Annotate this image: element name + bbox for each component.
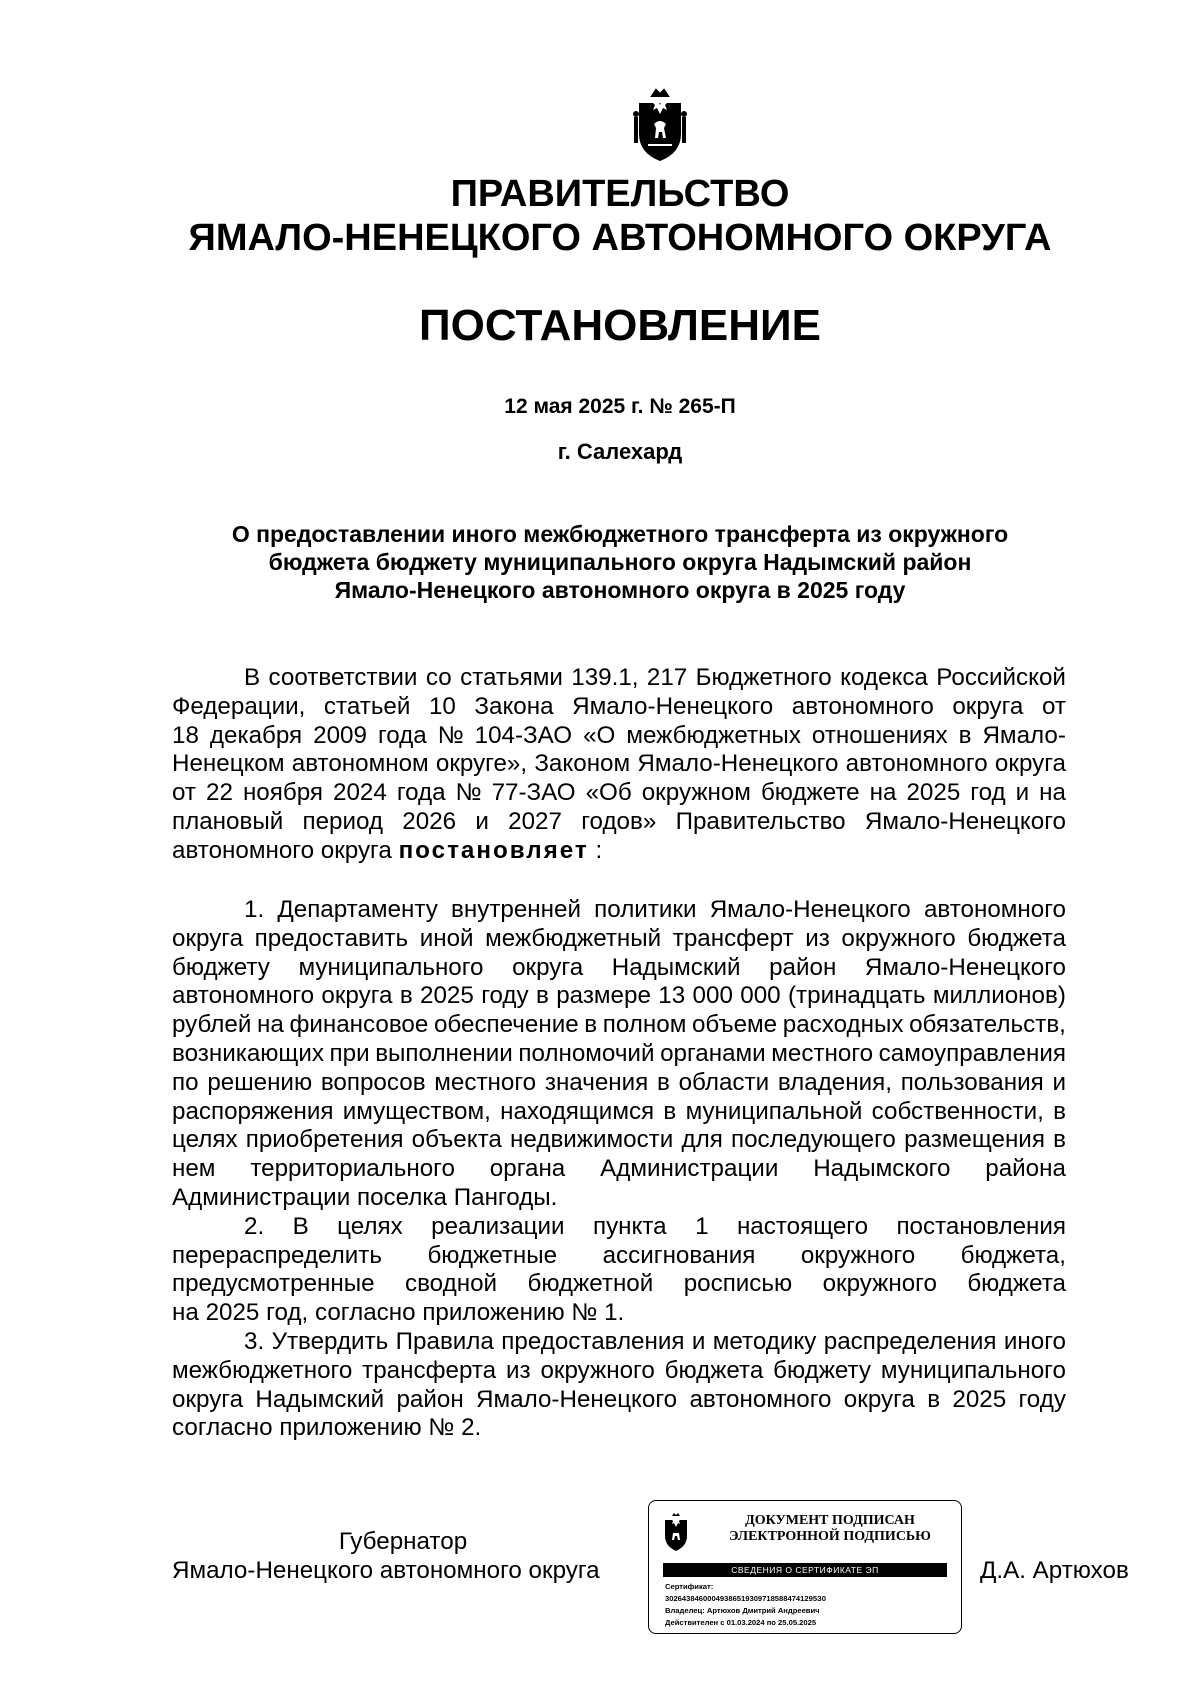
text-line (172, 1098, 1066, 1127)
word: 2027 (508, 807, 562, 835)
word: на (869, 779, 897, 807)
word: Бюджетного (695, 664, 832, 691)
signatory-position (172, 1528, 634, 1586)
text-line (172, 722, 1066, 751)
word: 1. (244, 896, 265, 923)
word: росписью (683, 1270, 793, 1298)
text-line (172, 1011, 1066, 1040)
word: ноября (242, 779, 323, 807)
word: 217 (646, 664, 688, 691)
word: согласно (314, 1299, 416, 1327)
word: года (396, 779, 446, 807)
word: размещения (904, 1126, 1045, 1154)
word: Ненецком (172, 750, 285, 778)
word: органами (660, 1039, 766, 1067)
word: бюджета (967, 924, 1066, 952)
word: годов» (581, 807, 657, 835)
word: № (428, 1414, 455, 1442)
word: Правительство (675, 807, 846, 835)
word: года (377, 721, 427, 749)
word: в (1053, 1126, 1066, 1154)
document-city: г. Салехард (557, 439, 683, 464)
word: в (535, 982, 549, 1010)
word: внутренней (451, 896, 581, 923)
word: методику (712, 1327, 817, 1355)
word: пользования (900, 1068, 1044, 1096)
word: Надымский (255, 1385, 385, 1413)
word: органа (489, 1155, 566, 1183)
decree-keyword: постановляет (398, 836, 589, 864)
word: из (505, 1356, 531, 1384)
word: бюджетной (527, 1270, 654, 1298)
word: трансферт (672, 924, 794, 952)
word: 2025 (205, 1299, 260, 1327)
word: № (571, 1299, 598, 1327)
word: миллионов) (932, 982, 1066, 1010)
word: 139.1, (571, 664, 639, 691)
word: 000 (740, 982, 781, 1010)
word: значения (544, 1068, 649, 1096)
word: местного (771, 1039, 874, 1067)
word: окружного (822, 1270, 937, 1298)
word: 2026 (402, 807, 457, 835)
word: политики (594, 896, 697, 923)
word: год (970, 779, 1006, 807)
word: нем (172, 1155, 216, 1183)
text-line (172, 1069, 1066, 1098)
word: «Об (585, 779, 632, 807)
word: район (396, 1385, 464, 1413)
word: приложению (422, 1299, 565, 1327)
word: со (425, 664, 452, 691)
word: возникающих (172, 1039, 324, 1067)
text-line (172, 693, 1066, 722)
word: № (455, 779, 482, 807)
word: 3. (244, 1327, 265, 1355)
word: обеспечение (433, 1011, 579, 1039)
coat-of-arms-icon (661, 1511, 691, 1555)
word: 22 (206, 779, 233, 807)
word: 2024 (333, 779, 387, 807)
signatory-title: Губернатор (338, 1528, 468, 1555)
word: реализации (431, 1212, 565, 1240)
word: объеме (691, 1011, 778, 1039)
word: году (1018, 1385, 1066, 1413)
word: для (681, 1126, 723, 1154)
word: муниципального (880, 1356, 1066, 1384)
word: обязательств, (909, 1011, 1066, 1039)
word: 10 (428, 692, 456, 720)
subject-line: Ямало-Ненецкого автономного округа в 2025 году (334, 577, 906, 603)
word: округе», (435, 750, 528, 778)
word: находящимся (500, 1097, 655, 1125)
word: в (657, 1068, 670, 1096)
decree-items (172, 896, 1066, 1443)
text-line (172, 664, 1066, 693)
word: статьей (323, 692, 411, 720)
text-line (172, 982, 1066, 1011)
word: 104-ЗАО (474, 721, 573, 749)
stamp-title-line: ЭЛЕКТРОННОЙ ПОДПИСЬЮ (729, 1529, 931, 1544)
word: муниципальной (685, 1097, 863, 1125)
word: целях (337, 1212, 403, 1240)
text-line (172, 1270, 1066, 1299)
word: соответствии (268, 664, 418, 691)
text-line (172, 779, 1066, 808)
certificate-info-bar: СВЕДЕНИЯ О СЕРТИФИКАТЕ ЭП (663, 1563, 947, 1577)
word: автономного (923, 896, 1066, 923)
word: ассигнования (602, 1241, 756, 1269)
text-line (172, 1242, 1066, 1271)
word: Ямало-Ненецкого (572, 692, 774, 720)
organization-name-line2: ЯМАЛО-НЕНЕЦКОГО АВТОНОМНОГО ОКРУГА (188, 217, 1052, 259)
document-type-title: ПОСТАНОВЛЕНИЕ (418, 301, 822, 350)
word: перераспределить (172, 1241, 382, 1269)
word: Пангоды. (453, 1183, 558, 1211)
text-line (172, 954, 1066, 983)
word: округа (172, 1385, 244, 1413)
text-line (172, 1040, 1066, 1069)
word: бюджету (172, 953, 270, 981)
word: муниципального (298, 953, 484, 981)
word: район (769, 953, 837, 981)
word: 2. (244, 1212, 265, 1240)
stamp-title (707, 1513, 953, 1545)
word: предоставить (254, 924, 409, 952)
word: бюджетные (427, 1241, 558, 1269)
word: Федерации, (172, 692, 306, 720)
word: трансферта (362, 1356, 497, 1384)
word: имуществом, (342, 1097, 491, 1125)
word: округа (952, 692, 1024, 720)
word: собственности, (871, 1097, 1044, 1125)
word: 000 (692, 982, 733, 1010)
word: самоуправления (878, 1039, 1066, 1067)
document-date-number: 12 мая 2025 г. № 265-П (504, 395, 736, 418)
text-line (172, 1386, 1066, 1415)
word: бюджете (760, 779, 860, 807)
word: согласно (172, 1414, 273, 1442)
electronic-signature-stamp (648, 1500, 962, 1634)
word: на (257, 1011, 284, 1039)
word: окружного (800, 1241, 916, 1269)
certificate-label: Сертификат: (665, 1582, 714, 1591)
word: предусмотренные (172, 1270, 375, 1298)
word: декабря (209, 721, 303, 749)
word: постановления (896, 1212, 1066, 1240)
word: местного (434, 1068, 537, 1096)
word: год, (266, 1299, 309, 1327)
word: распоряжения (172, 1097, 334, 1125)
word: при (329, 1039, 370, 1067)
word: Надымский (611, 953, 741, 981)
word: бюджета, (960, 1241, 1066, 1269)
word: 1 (695, 1212, 709, 1240)
word: пункта (592, 1212, 667, 1240)
word: Законом (534, 750, 631, 778)
certificate-number: 302643846000493865193097185884741295З0 (665, 1594, 827, 1603)
text-line (172, 1213, 1066, 1242)
word: вопросов (320, 1068, 426, 1096)
word: автономного (845, 750, 988, 778)
word: Администрации (600, 1155, 779, 1183)
word: В (244, 664, 261, 691)
decree-item-2 (172, 1213, 1066, 1328)
signatory-region: Ямало-Ненецкого автономного округа (172, 1556, 600, 1584)
word: округа (994, 750, 1066, 778)
preamble-paragraph (172, 664, 1066, 866)
word: области (678, 1068, 770, 1096)
word: в (663, 1097, 677, 1125)
word: размере (556, 982, 651, 1010)
word: В (292, 1212, 309, 1240)
certificate-validity: Действителен с 01.03.2024 по 25.05.2025 (665, 1618, 817, 1627)
word: округа (172, 924, 244, 952)
word: по (172, 1068, 199, 1096)
word: округа (512, 953, 584, 981)
word: сводной (405, 1270, 498, 1298)
word: территориального (250, 1155, 455, 1183)
text-line (172, 925, 1066, 954)
preamble-text: автономного округа (172, 836, 392, 864)
word: бюджета (664, 1356, 764, 1384)
subject-line: О предоставлении иного межбюджетного трансферта из окружного (231, 521, 1009, 547)
word: 2. (461, 1414, 482, 1442)
word: распределения (823, 1327, 997, 1355)
decree-item-3 (172, 1328, 1066, 1443)
word: поселка (356, 1183, 447, 1211)
word: окружном (641, 779, 751, 807)
word: Ямало- (982, 721, 1066, 749)
word: от (1041, 692, 1066, 720)
word: окружного (841, 924, 956, 952)
text-line (172, 1357, 1066, 1386)
certificate-owner: Владелец: Артюхов Дмитрий Андреевич (665, 1606, 820, 1615)
word: района (985, 1155, 1066, 1183)
preamble-colon: : (595, 836, 603, 864)
word: приобретения (245, 1126, 404, 1154)
word: автономного (172, 982, 315, 1010)
stamp-title-line: ДОКУМЕНТ ПОДПИСАН (745, 1513, 915, 1528)
word: полномочий (518, 1039, 655, 1067)
word: целях (172, 1126, 238, 1154)
word: на (172, 1299, 199, 1327)
word: Ямало-Ненецкого (864, 807, 1066, 835)
word: кодекса (840, 664, 928, 691)
word: 1. (604, 1299, 625, 1327)
word: бюджета (967, 1270, 1066, 1298)
word: в (927, 1385, 941, 1413)
word: и (691, 1327, 706, 1355)
word: Администрации (172, 1183, 351, 1211)
word: полном (602, 1011, 687, 1039)
word: иной (419, 924, 474, 952)
word: выполнении (375, 1039, 513, 1067)
signatory-name: Д.А. Артюхов (980, 1557, 1129, 1584)
word: автономного (791, 692, 934, 720)
word: 2025 (906, 779, 961, 807)
word: объекта (411, 1126, 502, 1154)
word: Ямало-Ненецкого (637, 750, 839, 778)
word: и (475, 807, 489, 835)
organization-name-line1: ПРАВИТЕЛЬСТВО (450, 173, 790, 215)
word: 2025 (420, 982, 474, 1010)
word: Ямало-Ненецкого (476, 1385, 678, 1413)
yamal-nenets-coat-of-arms-icon (632, 84, 688, 166)
word: году (481, 982, 529, 1010)
word: иного (1003, 1327, 1066, 1355)
text-line (172, 1299, 1066, 1328)
word: 2009 (313, 721, 367, 749)
word: в (958, 721, 972, 749)
word: автономного (689, 1385, 832, 1413)
word: 77-ЗАО (491, 779, 576, 807)
document-subject (160, 520, 1080, 604)
word: рублей (172, 1011, 252, 1039)
word: Департаменту (277, 896, 438, 923)
word: от (172, 779, 196, 807)
word: автономном (291, 750, 429, 778)
word: «О (583, 721, 616, 749)
text-line (172, 808, 1066, 837)
word: последующего (731, 1126, 896, 1154)
text-line (172, 837, 1066, 866)
word: 13 (658, 982, 686, 1010)
word: владения, (777, 1068, 892, 1096)
word: решению (207, 1068, 313, 1096)
word: из (805, 924, 830, 952)
word: Российской (936, 664, 1066, 691)
word: плановый (172, 807, 284, 835)
word: период (302, 807, 384, 835)
text-line (172, 1184, 1066, 1213)
subject-line: бюджета бюджету муниципального округа Надымский район (268, 549, 972, 575)
word: Закона (474, 692, 554, 720)
word: Утвердить (271, 1327, 389, 1355)
word: округа (843, 1385, 915, 1413)
word: бюджету (773, 1356, 872, 1384)
word: Надымского (813, 1155, 951, 1183)
word: в (584, 1011, 598, 1039)
word: и (1015, 779, 1030, 807)
word: Ямало-Ненецкого (709, 896, 911, 923)
word: недвижимости (510, 1126, 674, 1154)
word: 18 (172, 721, 199, 749)
word: № (437, 721, 464, 749)
word: (тринадцать (787, 982, 926, 1010)
word: в (399, 982, 413, 1010)
text-line (172, 750, 1066, 779)
text-line (172, 1126, 1066, 1155)
word: межбюджетных (626, 721, 801, 749)
word: окружного (540, 1356, 655, 1384)
word: финансовое (289, 1011, 429, 1039)
text-line (172, 1328, 1066, 1357)
word: Правила (395, 1327, 494, 1355)
certificate-details (665, 1581, 955, 1629)
word: и (1052, 1068, 1066, 1096)
word: настоящего (736, 1212, 869, 1240)
text-line (172, 896, 1066, 925)
word: отношениях (811, 721, 948, 749)
word: на (1039, 779, 1066, 807)
word: расходных (782, 1011, 904, 1039)
word: приложению (279, 1414, 422, 1442)
word: округа (321, 982, 393, 1010)
word: статьями (460, 664, 563, 691)
text-line (172, 1155, 1066, 1184)
word: в (1053, 1097, 1066, 1125)
word: межбюджетного (172, 1356, 353, 1384)
word: предоставления (501, 1327, 685, 1355)
word: межбюджетный (485, 924, 662, 952)
decree-item-1 (172, 896, 1066, 1213)
text-line (172, 1414, 1066, 1443)
word: Ямало-Ненецкого (864, 953, 1066, 981)
word: 2025 (952, 1385, 1007, 1413)
